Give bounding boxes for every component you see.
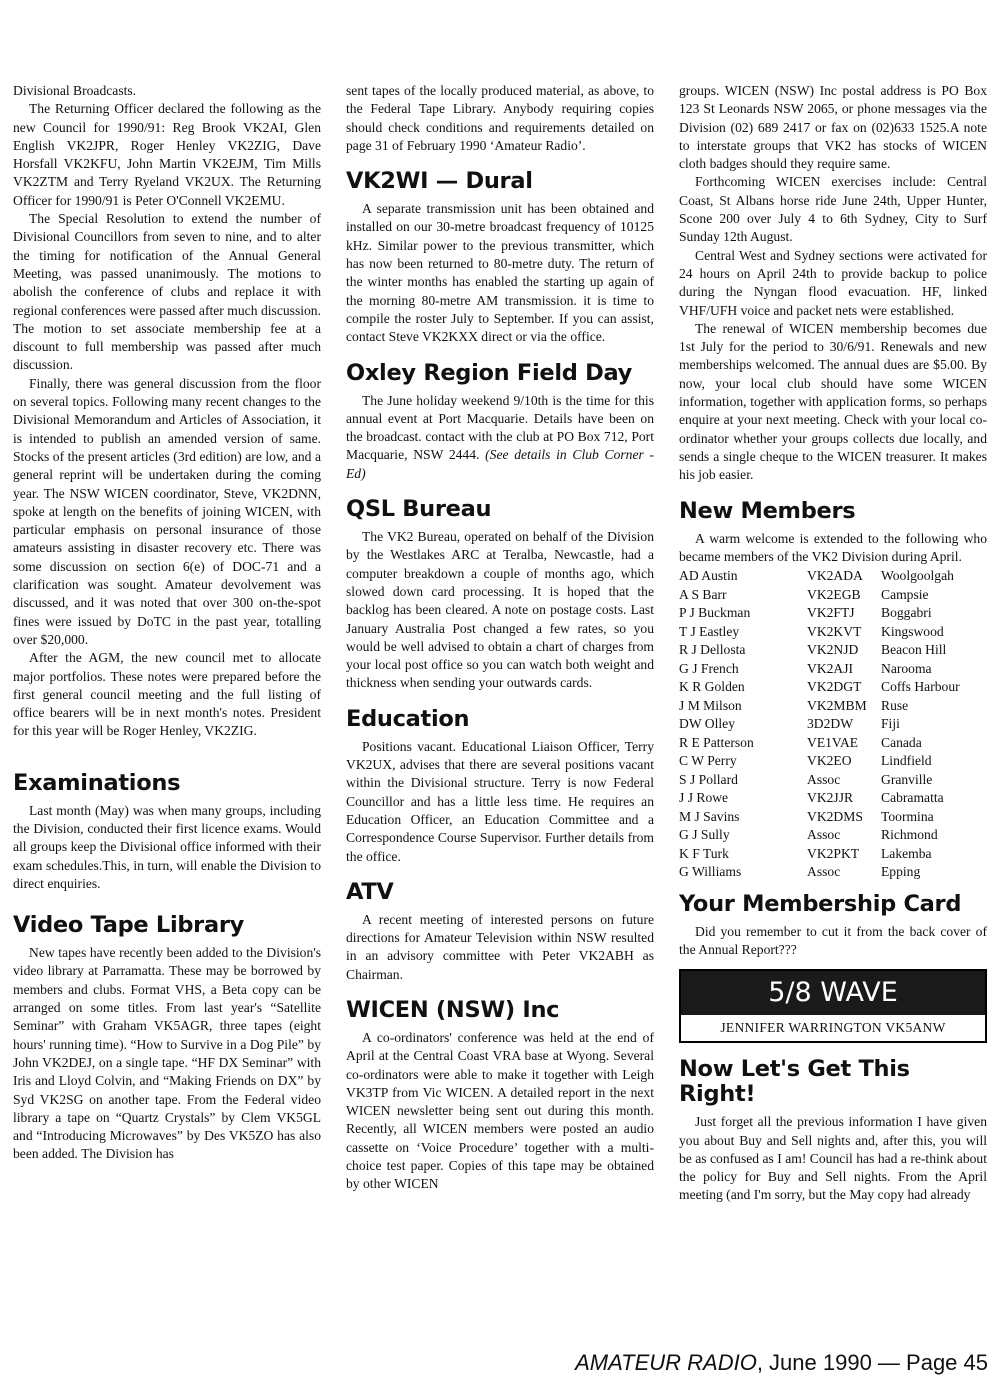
member-callsign: VK2MBM xyxy=(807,697,867,713)
column-3 xyxy=(679,82,987,1205)
heading-vk2wi-dural: VK2WI — Dural xyxy=(346,168,533,195)
member-location: Cabramatta xyxy=(881,790,944,806)
member-name: J M Milson xyxy=(679,697,742,713)
column-2 xyxy=(346,82,654,1194)
table-row xyxy=(679,567,987,586)
member-callsign: VK2ADA xyxy=(807,568,863,584)
paragraph xyxy=(346,392,654,483)
member-location: Toormina xyxy=(881,808,934,824)
paragraph: After the AGM, the new council met to allocate major portfolios. These notes were prepared before the first general council meeting and the full listing of office bearers will be in next month's notes. President for this year will be Roger Henley, VK2ZIG. xyxy=(13,650,321,739)
member-location: Woolgoolgah xyxy=(881,568,954,584)
member-callsign: Assoc xyxy=(807,864,841,880)
heading-new-members: New Members xyxy=(679,497,856,524)
member-name: DW Olley xyxy=(679,716,736,732)
member-callsign: VK2EO xyxy=(807,753,852,769)
member-location: Beacon Hill xyxy=(881,642,947,658)
paragraph: The Returning Officer declared the following as the new Council for 1990/91: Reg Brook VK2AI, Glen English VK2JPR, Roger Henley VK2ZIG, Dave Horsfall VK2KFU, John Martin VK2EJM, Tim Mills VK2ZTM and Terry Ryeland VK2UX. The Returning Officer for 1990/91 is Peter O'Connell VK2EMU. xyxy=(13,101,321,208)
member-name: AD Austin xyxy=(679,568,738,584)
table-row xyxy=(679,808,987,827)
member-name: R E Patterson xyxy=(679,734,754,750)
member-name: G J French xyxy=(679,660,739,676)
paragraph: sent tapes of the locally produced material, as above, to the Federal Tape Library. Anybody requiring copies should check conditions and requirements detailed on page 31 of February 1990 ‘Amateur Radio’. xyxy=(346,83,654,153)
issue-and-page: , June 1990 — Page 45 xyxy=(756,1350,988,1375)
paragraph: Did you remember to cut it from the back cover of the Annual Report??? xyxy=(679,923,987,957)
paragraph: The renewal of WICEN membership becomes due 1st July for the period to 30/6/91. Renewals and new memberships welcomed. The annual dues are $5.00. By now, your local club should have some WICEN information, together with application forms, so perhaps enquire at your next meeting. Check with your local co-ordinator whether your groups collects due locally, and sends a single cheque to the WICEN treasurer. It makes his job easier. xyxy=(679,320,987,483)
member-location: Lakemba xyxy=(881,845,932,861)
table-row xyxy=(679,771,987,790)
member-callsign: VK2KVT xyxy=(807,623,862,639)
paragraph: Central West and Sydney sections were activated for 24 hours on April 24th to provide backup to police during the Nyngan flood evacuation. HF, linked VHF/UFH voice and packet nets were established. xyxy=(679,247,987,318)
member-callsign: VK2AJI xyxy=(807,660,854,676)
member-callsign: Assoc xyxy=(807,771,841,787)
heading-examinations: Examinations xyxy=(13,769,181,796)
paragraph: A recent meeting of interested persons on future directions for Amateur Television within NSW resulted in an advisory committee with Peter VK2ABH as Chairman. xyxy=(346,911,654,982)
member-name: A S Barr xyxy=(679,586,727,602)
member-callsign: VK2JJR xyxy=(807,790,854,806)
member-callsign: VK2DGT xyxy=(807,679,862,695)
member-name: S J Pollard xyxy=(679,771,738,787)
paragraph: A warm welcome is extended to the following who became members of the VK2 Division during April. xyxy=(679,530,987,564)
member-callsign: VK2NJD xyxy=(807,642,859,658)
table-row xyxy=(679,586,987,605)
paragraph: Last month (May) was when many groups, including the Division, conducted their first licence exams. Would all groups keep the Divisional office informed with their exam schedules.This, in turn, will enable the Division to direct enquiries. xyxy=(13,802,321,891)
member-name: K R Golden xyxy=(679,679,745,695)
member-location: Boggabri xyxy=(881,605,932,621)
editor-note: (See details in Club Corner - Ed) xyxy=(346,447,654,481)
table-row xyxy=(679,660,987,679)
table-row xyxy=(679,715,987,734)
member-location: Fiji xyxy=(881,716,900,732)
member-callsign: Assoc xyxy=(807,827,841,843)
table-row xyxy=(679,752,987,771)
table-row xyxy=(679,641,987,660)
table-row xyxy=(679,678,987,697)
heading-now-lets-get-this-right: Now Let's Get This Right! xyxy=(679,1056,910,1108)
paragraph: Forthcoming WICEN exercises include: Central Coast, St Albans horse ride June 24th, Upper Hunter, Scone 200 over July 4 to 6th Sydney, City to Surf Sunday 12th August. xyxy=(679,174,987,245)
oxley-text: The June holiday weekend 9/10th is the time for this annual event at Port Macquarie. Details have been on the broadcast. contact with the club at PO Box 712, Port Macquarie, NSW 2444. xyxy=(346,392,654,463)
member-name: J J Rowe xyxy=(679,790,729,806)
table-row xyxy=(679,863,987,882)
paragraph: groups. WICEN (NSW) Inc postal address is PO Box 123 St Leonards NSW 2065, or phone messages via the Division (02) 689 2417 or fax on (02)633 1525.A note to interstate groups that VK2 has stocks of WICEN cloth badges should they require same. xyxy=(679,83,987,172)
table-row xyxy=(679,623,987,642)
table-row xyxy=(679,734,987,753)
paragraph: A co-ordinators' conference was held at the end of April at the Central Coast VRA base at Wyong. Several co-ordinators were able to make it together with Leigh VK3TP from Vic WICEN. A detailed report in the next WICEN newsletter being sent out during this month. Recently, all WICEN members were posted an audio cassette on ‘Voice Procedure’ together with a multi-choice test paper. Copies of this tape may be obtained by other WICEN xyxy=(346,1029,654,1192)
member-location: Ruse xyxy=(881,697,909,713)
member-location: Richmond xyxy=(881,827,938,843)
paragraph: New tapes have recently been added to the Division's video library at Parramatta. These may be borrowed by members and clubs. Format VHS, a Beta copy can be arranged on some titles. From last year's “Satellite Seminar” with Graham VK5AGR, three tapes (eight hours' running time). “How to Survive in a Dog Pile” by John VK2DEJ, on a single tape. “HF DX Seminar” with Iris and Lloyd Colvin, and “Making Friends on DX” by Syd VK2SG on another tape. From the Federal video library a tape on “Quartz Crystals” by Clem VK5GL and “Introducing Microwaves” by Des VK5ZO has also been added. The Division has xyxy=(13,945,321,1162)
member-name: P J Buckman xyxy=(679,605,751,621)
heading-education: Education xyxy=(346,705,470,732)
banner-title: 5/8 WAVE xyxy=(681,971,985,1015)
member-callsign: 3D2DW xyxy=(807,716,854,732)
heading-wicen-nsw: WICEN (NSW) Inc xyxy=(346,996,560,1023)
members-table xyxy=(679,567,987,882)
heading-atv: ATV xyxy=(346,878,394,905)
paragraph: Positions vacant. Educational Liaison Officer, Terry VK2UX, advises that there are several positions vacant within the Divisional structure. Terry is now Federal Councillor and has a little less time. He requires an Education Officer, an Education Committee and a Correspondence Course Supervisor. Further details from the office. xyxy=(346,738,654,864)
member-callsign: VK2FTJ xyxy=(807,605,855,621)
column-banner xyxy=(679,969,987,1043)
member-location: Kingswood xyxy=(881,623,944,639)
banner-author: JENNIFER WARRINGTON VK5ANW xyxy=(720,1020,946,1036)
page-footer xyxy=(575,1348,988,1378)
table-row xyxy=(679,697,987,716)
heading-video-tape-library: Video Tape Library xyxy=(13,912,245,939)
heading-qsl-bureau: QSL Bureau xyxy=(346,496,492,523)
paragraph: The Special Resolution to extend the number of Divisional Councillors from seven to nine, and to alter the timing for notification of the Annual General Meeting, was passed unanimously. The motions to abolish the conference of clubs and replace it with regional conferences were passed after much discussion. The motion to set associate membership fee at a discount to full membership was passed after much discussion. xyxy=(13,211,321,373)
table-row xyxy=(679,845,987,864)
member-callsign: VE1VAE xyxy=(807,734,859,750)
member-name: R J Dellosta xyxy=(679,642,746,658)
member-location: Narooma xyxy=(881,660,932,676)
member-callsign: VK2DMS xyxy=(807,808,863,824)
member-name: G Williams xyxy=(679,864,742,880)
table-row xyxy=(679,604,987,623)
member-callsign: VK2EGB xyxy=(807,586,861,602)
heading-oxley-region-field-day: Oxley Region Field Day xyxy=(346,359,633,386)
member-name: K F Turk xyxy=(679,845,729,861)
member-name: C W Perry xyxy=(679,753,737,769)
member-name: T J Eastley xyxy=(679,623,740,639)
member-location: Coffs Harbour xyxy=(881,679,960,695)
paragraph: The VK2 Bureau, operated on behalf of the Division by the Westlakes ARC at Teralba, Newcastle, had a computer breakdown a couple of months ago, which slowed down card processing. It is hoped that the backlog has been cleared. A note on postage costs. Last January Australia Post changed a few rates, so you would be well advised to obtain a chart of charges from your local post office so you can watch both weight and thickness when sending your outwards cards. xyxy=(346,529,654,691)
table-row xyxy=(679,789,987,808)
member-location: Granville xyxy=(881,771,933,787)
member-location: Campsie xyxy=(881,586,929,602)
paragraph: Divisional Broadcasts. xyxy=(13,83,137,98)
member-callsign: VK2PKT xyxy=(807,845,860,861)
member-name: M J Savins xyxy=(679,808,740,824)
heading-membership-card: Your Membership Card xyxy=(679,890,962,917)
paragraph: A separate transmission unit has been obtained and installed on our 30-metre broadcast frequency of 10125 kHz. Similar power to the previous transmitter, which has now been returned to 80-metre duty. The return of the winter months has enabled the starting up again of the morning 80-metre AM transmission. it is time to compile the roster July to September. If you can assist, contact Steve VK2KXX direct or via the office. xyxy=(346,201,654,345)
member-location: Canada xyxy=(881,734,922,750)
member-location: Epping xyxy=(881,864,921,880)
member-name: G J Sully xyxy=(679,827,730,843)
magazine-name: AMATEUR RADIO xyxy=(575,1350,757,1375)
column-1 xyxy=(13,82,321,1164)
table-row xyxy=(679,826,987,845)
paragraph: Just forget all the previous information I have given you about Buy and Sell nights and, after this, you will be as confused as I am! Council has had a re-think about the policy for Buy and Sell nights. From the April meeting (and I'm sorry, but the May copy had already xyxy=(679,1114,987,1203)
paragraph: Finally, there was general discussion from the floor on several topics. Following many recent changes to the Divisional Memorandum and Articles of Association, it is intended to publish an amended version of same. Stocks of the present articles (3rd edition) are low, and a general reprint will be undertaken during the coming year. The NSW WICEN coordinator, Steve, VK2DNN, spoke at length on the benefits of joining WICEN, with particular emphasis on personal insurance of those amateurs assisting in disaster recovery etc. There was some discussion on section 6(e) of DOC-71 and a clarification was sought. Amateur devolvement was discussed, and it was noted that over 300 on-the-spot fines were issued by DoTC in the past year, totalling over $20,000. xyxy=(13,375,321,647)
member-location: Lindfield xyxy=(881,753,932,769)
